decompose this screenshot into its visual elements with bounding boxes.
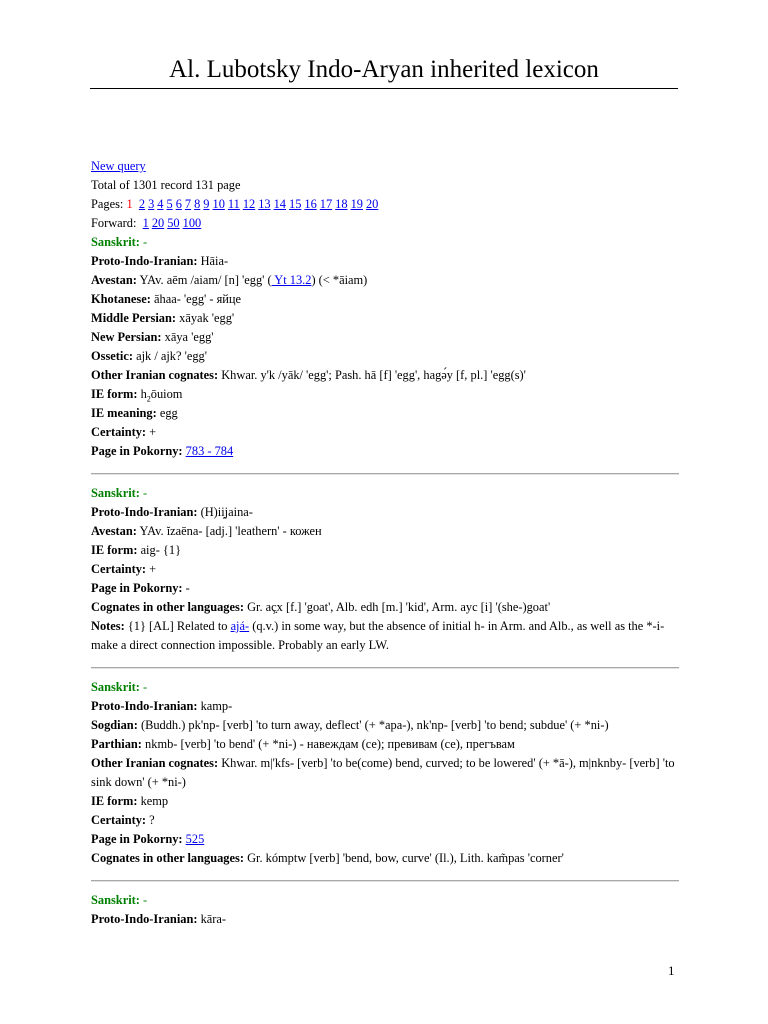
avestan-label: Avestan: <box>91 524 137 538</box>
forward-link[interactable]: 50 <box>167 216 180 230</box>
page-links <box>139 197 381 211</box>
pokorny-label: Page in Pokorny: <box>91 581 183 595</box>
page-link[interactable]: 11 <box>227 197 240 211</box>
ie-form-label: IE form: <box>91 387 138 401</box>
sanskrit-label: Sanskrit: <box>91 680 140 694</box>
certainty-label: Certainty: <box>91 425 147 439</box>
page-link[interactable]: 7 <box>184 197 192 211</box>
pokorny-label: Page in Pokorny: <box>91 444 183 458</box>
page-link[interactable]: 15 <box>289 197 302 211</box>
forward-links <box>143 216 205 230</box>
page-link[interactable]: 17 <box>319 197 333 211</box>
page-link[interactable]: 8 <box>194 197 201 211</box>
yasht-link[interactable]: Yt 13.2 <box>271 273 312 287</box>
page-link[interactable]: 20 <box>365 197 379 211</box>
total-records: Total of 1301 record 131 page <box>91 178 241 192</box>
sanskrit-label: Sanskrit: <box>91 486 140 500</box>
page-link[interactable]: 3 <box>148 197 155 211</box>
page-link[interactable]: 6 <box>175 197 182 211</box>
aja-link[interactable]: ajá- <box>230 619 250 633</box>
ie-form-label: IE form: <box>91 543 138 557</box>
pages-nav: Pages: 1 2 3 4 5 6 7 8 9 10 11 12 13 14 15 16 17 18 19 20 <box>91 195 679 214</box>
page-link[interactable]: 16 <box>304 197 317 211</box>
new-query-link[interactable]: New query <box>91 159 146 173</box>
pokorny-label: Page in Pokorny: <box>91 832 183 846</box>
pii-label: Proto-Indo-Iranian: <box>91 699 198 713</box>
sanskrit-value: - <box>143 235 148 249</box>
pii-label: Proto-Indo-Iranian: <box>91 505 198 519</box>
khotanese-label: Khotanese: <box>91 292 151 306</box>
title-rule <box>90 88 678 89</box>
entry-divider <box>91 473 679 475</box>
forward-link[interactable]: 100 <box>182 216 202 230</box>
page-link[interactable]: 10 <box>212 197 225 211</box>
pii-label: Proto-Indo-Iranian: <box>91 254 198 268</box>
cognates-label: Cognates in other languages: <box>91 851 244 865</box>
ie-meaning-label: IE meaning: <box>91 406 157 420</box>
pokorny-link[interactable]: 783 - 784 <box>185 444 234 458</box>
avestan-label: Avestan: <box>91 273 137 287</box>
ossetic-label: Ossetic: <box>91 349 133 363</box>
entry: Sanskrit: - Proto-Indo-Iranian: Hāia- Avestan: YAv. aēm /aiam/ [n] 'egg' ( Yt 13.2) (< *āiam) Khotanese: āhaa- 'egg' - яйце Middle Persian: xāyak 'egg' New Persian: xāya 'egg' Ossetic: ajk / ajk? 'egg' Other Iranian cognates: Khwar. y'k /yāk/ 'egg'; Pash. hā [f] 'egg', hagə́y [f, pl.] 'egg(s)' IE form: $h_2ōuiom$ IE meaning: egg Certainty: + Page in Pokorny: 783 - 784 <box>91 235 526 458</box>
sanskrit-label: Sanskrit: <box>91 893 140 907</box>
parthian-label: Parthian: <box>91 737 142 751</box>
forward-nav: Forward: 1 20 50 100 <box>91 214 679 233</box>
other-iranian-label: Other Iranian cognates: <box>91 756 219 770</box>
cognates-label: Cognates in other languages: <box>91 600 244 614</box>
middle-persian-label: Middle Persian: <box>91 311 177 325</box>
entry: Sanskrit: - Proto-Indo-Iranian: kāra- <box>91 893 227 926</box>
page-link[interactable]: 13 <box>258 197 271 211</box>
pii-label: Proto-Indo-Iranian: <box>91 912 198 926</box>
certainty-label: Certainty: <box>91 813 147 827</box>
pokorny-link[interactable]: 525 <box>185 832 205 846</box>
notes-label: Notes: <box>91 619 125 633</box>
entry-divider <box>91 880 679 882</box>
page-number: 1 <box>668 963 675 978</box>
document-title: Al. Lubotsky Indo-Aryan inherited lexicon <box>169 56 599 83</box>
page-link[interactable]: 19 <box>350 197 363 211</box>
entry-divider <box>91 667 679 669</box>
forward-link[interactable]: 20 <box>151 216 165 230</box>
lexicon-content <box>91 157 679 929</box>
page-link[interactable]: 9 <box>203 197 210 211</box>
pii-value: Hāia- <box>200 254 229 268</box>
page-link[interactable]: 14 <box>273 197 286 211</box>
new-persian-label: New Persian: <box>91 330 162 344</box>
sogdian-label: Sogdian: <box>91 718 138 732</box>
page-link[interactable]: 2 <box>138 197 146 211</box>
page-link[interactable]: 5 <box>166 197 173 211</box>
entry: Sanskrit: - Proto-Indo-Iranian: kamp- Sogdian: (Buddh.) pk'np- [verb] 'to turn away, deflect' (+ *apa-), nk'np- [verb] 'to bend; subdue' (+ *ni-) Parthian: nkmb- [verb] 'to bend' (+ *ni-) - навеждам (се); превивам (се), прегъвам Other Iranian cognates: Khwar. m|'kfs- [verb] 'to be(come) bend, curved; to be lowered' (+ *ā-), m|nknby- [verb] 'to sink down' (+ *ni-) IE form: kemp Certainty: ? Page in Pokorny: 525 Cognates in other languages: Gr. kómptw [verb] 'bend, bow, curve' (Il.), Lith. kam̃pas 'corner' <box>91 680 675 865</box>
sanskrit-label: Sanskrit: <box>91 235 140 249</box>
entry: Sanskrit: - Proto-Indo-Iranian: (H)ii̯jaina- Avestan: YAv. ĭzaēna- [adj.] 'leathern' - кожен IE form: aig- {1} Certainty: + Page in Pokorny: - Cognates in other languages: Gr. aç̣x [f.] 'goat', Alb. edh [m.] 'kid', Arm. ayc [i] '(she-)goat' Notes: {1} [AL] Related to ajá- (q.v.) in some way, but the absence of initial h- in Arm. and Alb., as well as the *-i- make a direct connection impossible. Probably an early LW. <box>91 486 665 652</box>
page-link[interactable]: 18 <box>335 197 348 211</box>
page-link[interactable]: 4 <box>157 197 164 211</box>
certainty-label: Certainty: <box>91 562 147 576</box>
current-page: 1 <box>126 197 133 211</box>
ie-form-label: IE form: <box>91 794 138 808</box>
forward-link[interactable]: 1 <box>142 216 149 230</box>
other-iranian-label: Other Iranian cognates: <box>91 368 219 382</box>
page-link[interactable]: 12 <box>242 197 256 211</box>
